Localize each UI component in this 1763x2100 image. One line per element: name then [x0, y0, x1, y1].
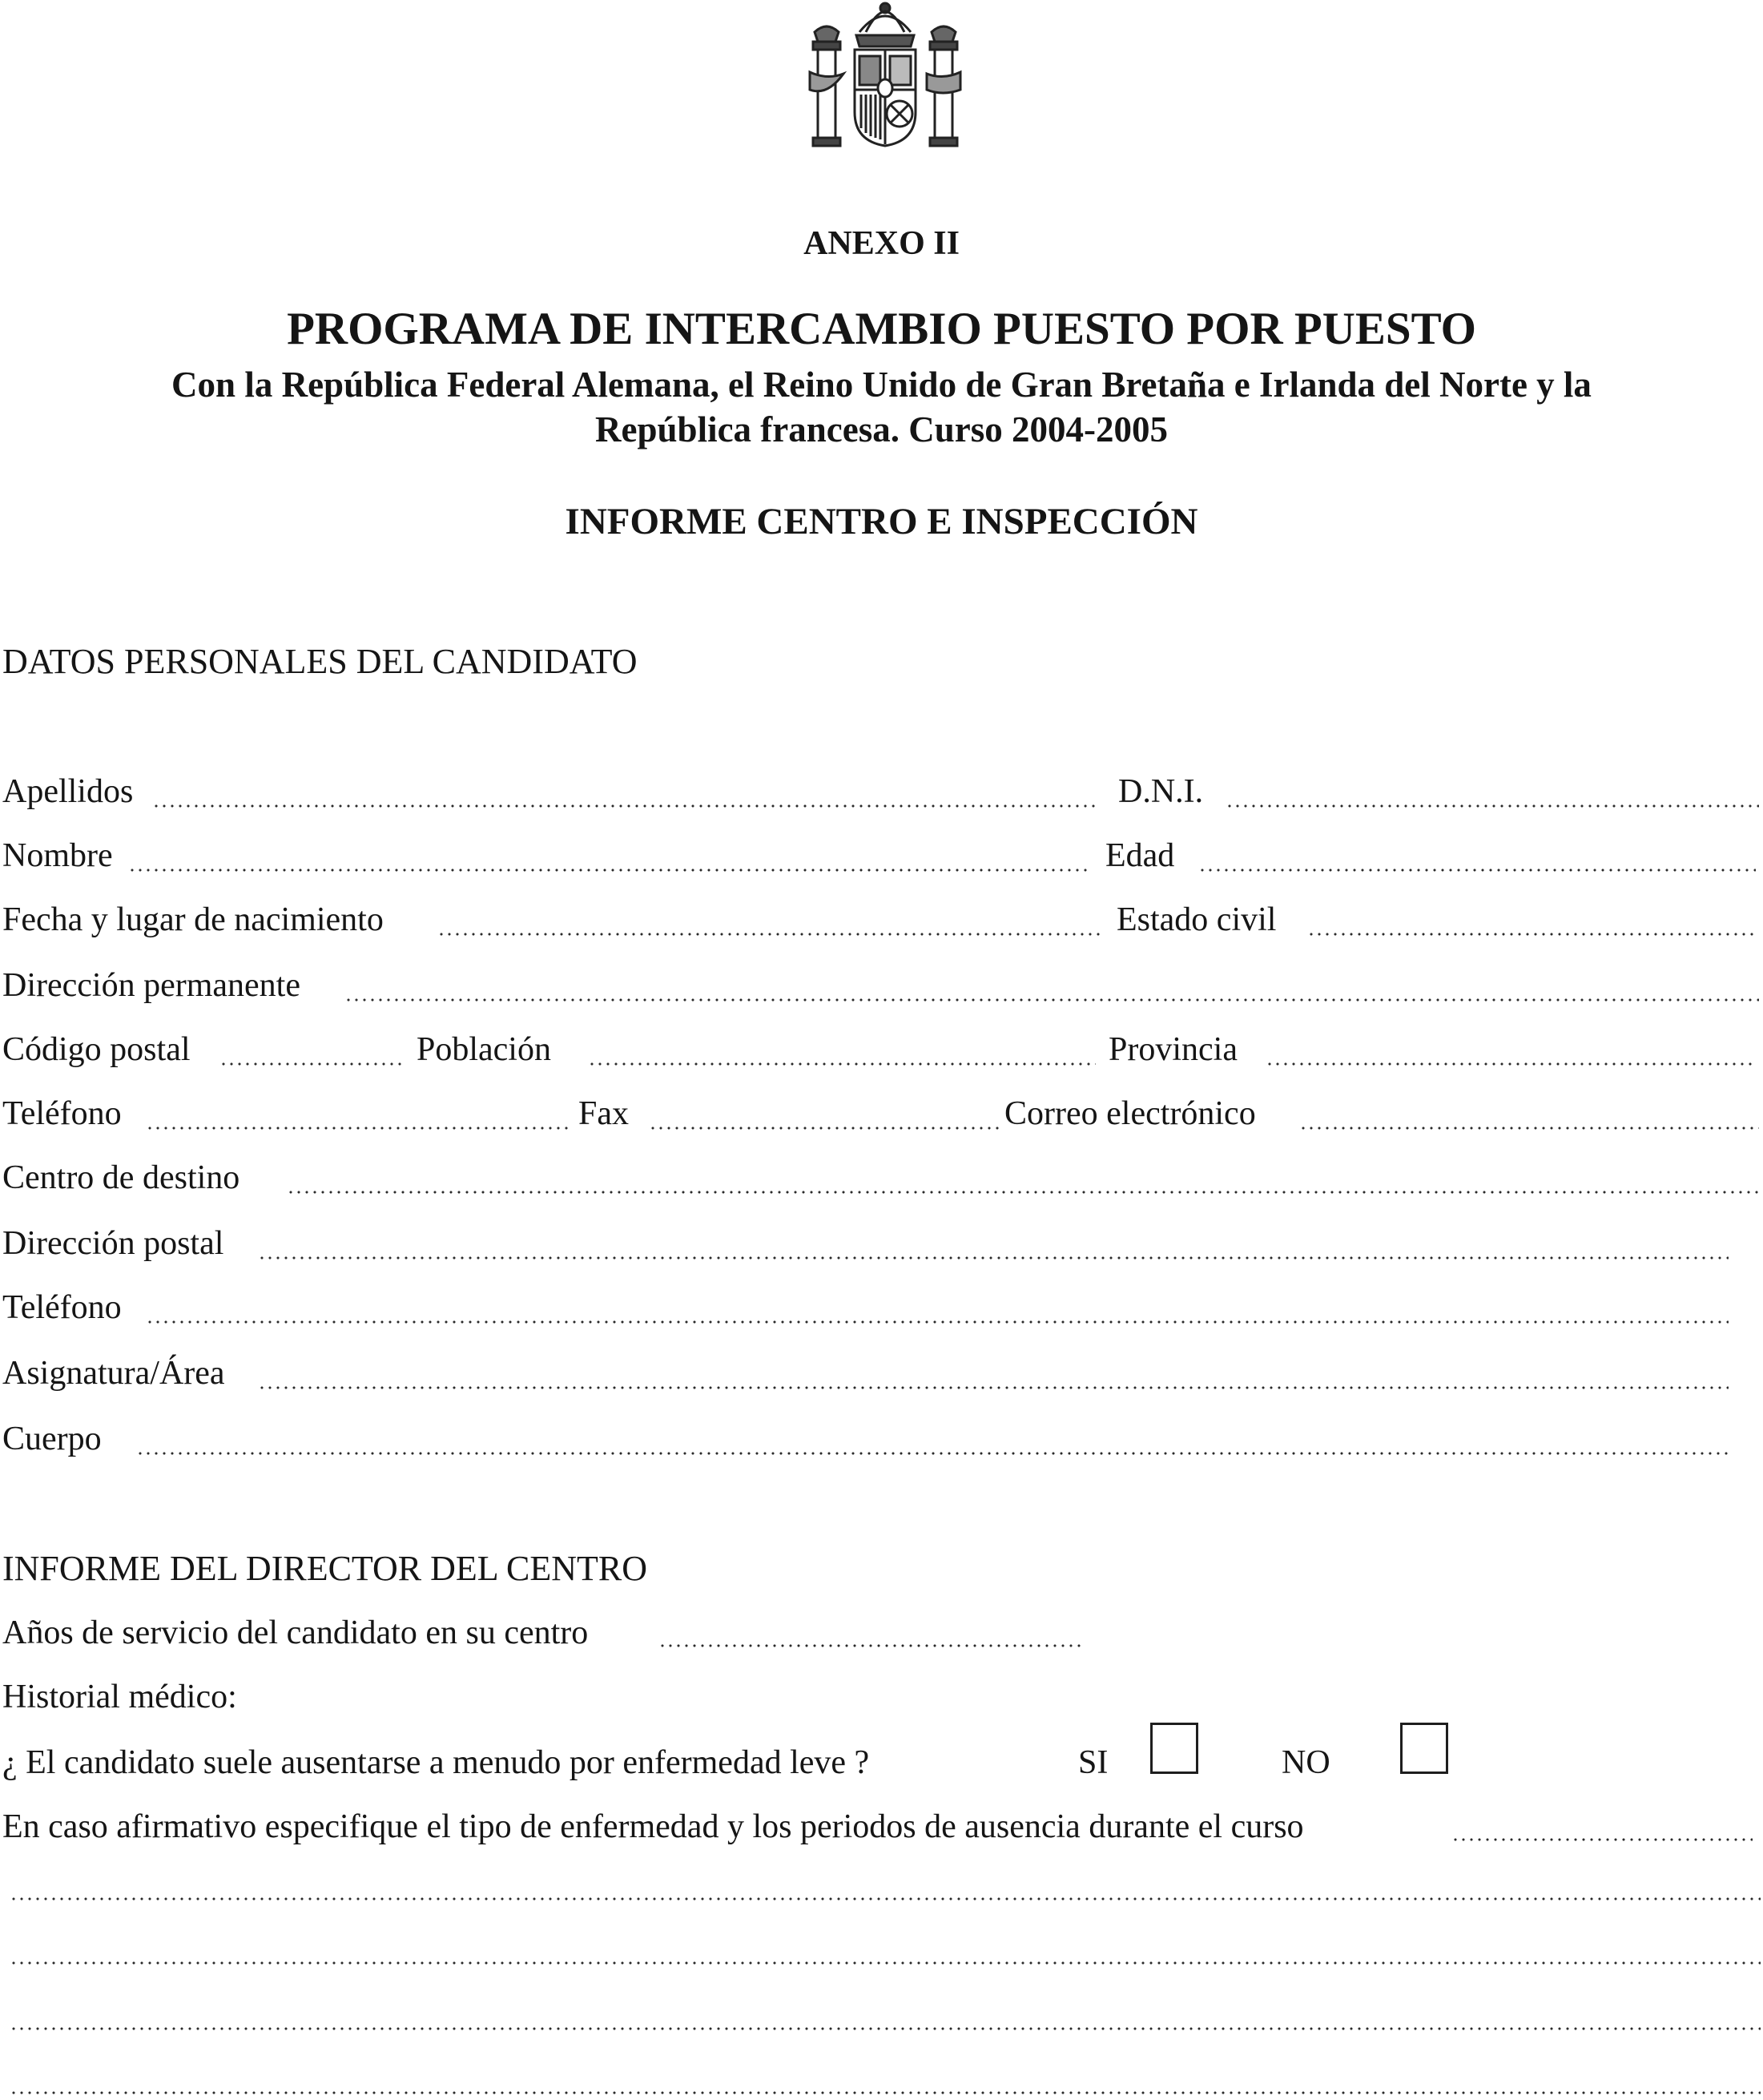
anos-servicio-field[interactable] [658, 1644, 1083, 1647]
dni-label: D.N.I. [1118, 772, 1210, 811]
poblacion-field[interactable] [588, 1062, 1096, 1066]
centro-destino-label: Centro de destino [2, 1159, 240, 1196]
answer-line-4[interactable] [10, 2091, 1761, 2094]
apellidos-label: Apellidos [2, 773, 134, 810]
edad-field[interactable] [1198, 869, 1756, 872]
estado-civil-field[interactable] [1307, 933, 1756, 936]
fecha-lugar-field[interactable] [437, 933, 1102, 936]
provincia-field[interactable] [1266, 1062, 1756, 1066]
especifique-field[interactable] [1451, 1838, 1753, 1841]
si-checkbox[interactable] [1150, 1723, 1198, 1774]
dni-field[interactable] [1226, 804, 1759, 808]
asignatura-field[interactable] [258, 1386, 1729, 1389]
no-checkbox[interactable] [1400, 1723, 1448, 1774]
telefono-centro-label: Teléfono [2, 1289, 122, 1326]
correo-field[interactable] [1299, 1127, 1759, 1130]
no-label: NO [1282, 1744, 1330, 1781]
si-label: SI [1078, 1744, 1109, 1781]
cuerpo-field[interactable] [136, 1452, 1730, 1455]
report-title: INFORME CENTRO E INSPECCIÓN [565, 501, 1198, 542]
fax-label: Fax [578, 1094, 635, 1133]
especifique-label: En caso afirmativo especifique el tipo de enfermedad y los periodos de ausencia durante el curso [2, 1808, 1304, 1845]
program-title: PROGRAMA DE INTERCAMBIO PUESTO POR PUESTO [287, 304, 1476, 354]
correo-label: Correo electrónico [1004, 1094, 1262, 1133]
historial-medico-label: Historial médico: [2, 1679, 237, 1715]
direccion-postal-label: Dirección postal [2, 1225, 224, 1262]
personal-data-heading: DATOS PERSONALES DEL CANDIDATO [2, 642, 638, 681]
poblacion-label: Población [417, 1030, 557, 1069]
edad-label: Edad [1105, 836, 1181, 875]
estado-civil-label: Estado civil [1117, 901, 1282, 939]
provincia-label: Provincia [1109, 1030, 1244, 1069]
cuerpo-label: Cuerpo [2, 1421, 102, 1457]
fax-field[interactable] [649, 1127, 1000, 1130]
answer-line-3[interactable] [10, 2027, 1761, 2030]
nombre-field[interactable] [128, 869, 1089, 872]
direccion-postal-field[interactable] [258, 1256, 1729, 1260]
codigo-postal-label: Código postal [2, 1031, 191, 1068]
answer-line-2[interactable] [10, 1961, 1761, 1965]
centro-destino-field[interactable] [287, 1191, 1759, 1194]
coat-of-arms-icon [803, 0, 967, 149]
telefono-field[interactable] [146, 1127, 569, 1130]
apellidos-field[interactable] [152, 804, 1097, 808]
telefono-centro-field[interactable] [146, 1320, 1729, 1324]
anos-servicio-label: Años de servicio del candidato en su centro [2, 1614, 589, 1651]
ausencias-question: ¿ El candidato suele ausentarse a menudo por enfermedad leve ? [2, 1744, 870, 1781]
program-subtitle-line2: República francesa. Curso 2004-2005 [595, 409, 1168, 449]
nombre-label: Nombre [2, 837, 113, 874]
program-subtitle-line1: Con la República Federal Alemana, el Reino Unido de Gran Bretaña e Irlanda del Norte y la [171, 365, 1592, 405]
telefono-label: Teléfono [2, 1095, 122, 1132]
direccion-permanente-field[interactable] [344, 998, 1759, 1002]
fecha-lugar-label: Fecha y lugar de nacimiento [2, 901, 384, 938]
director-report-heading: INFORME DEL DIRECTOR DEL CENTRO [2, 1549, 648, 1588]
answer-line-1[interactable] [10, 1897, 1761, 1900]
codigo-postal-field[interactable] [219, 1062, 404, 1066]
annex-label: ANEXO II [803, 225, 960, 262]
direccion-permanente-label: Dirección permanente [2, 967, 300, 1004]
asignatura-label: Asignatura/Área [2, 1355, 225, 1392]
